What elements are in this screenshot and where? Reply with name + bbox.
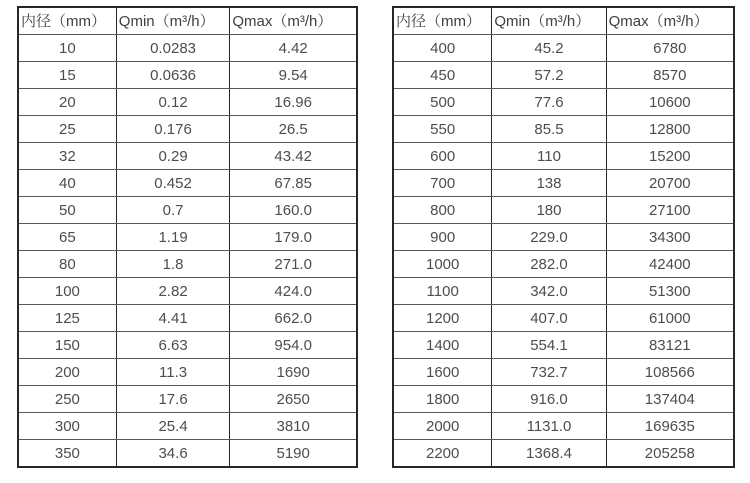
table-cell: 180 [492, 197, 606, 224]
table-row [18, 62, 357, 89]
table-cell: 10600 [606, 89, 734, 116]
table-cell: 4.42 [230, 35, 357, 62]
table-cell: 1690 [230, 359, 357, 386]
table-row [18, 413, 357, 440]
table-cell: 42400 [606, 251, 734, 278]
table-row [393, 278, 734, 305]
table-cell: 80 [18, 251, 116, 278]
table-cell: 125 [18, 305, 116, 332]
table-cell: 8570 [606, 62, 734, 89]
table-row [393, 170, 734, 197]
table-cell: 138 [492, 170, 606, 197]
table-cell: 700 [393, 170, 492, 197]
col-header-qmax: Qmax（m³/h） [606, 7, 734, 35]
table-cell: 1368.4 [492, 440, 606, 468]
flow-table-large-diameters [392, 6, 735, 468]
col-header-qmax: Qmax（m³/h） [230, 7, 357, 35]
header-row [393, 7, 734, 35]
table-cell: 5190 [230, 440, 357, 468]
table-row [18, 251, 357, 278]
table-row [18, 89, 357, 116]
table-cell: 500 [393, 89, 492, 116]
table-cell: 25 [18, 116, 116, 143]
table-cell: 6780 [606, 35, 734, 62]
table-cell: 45.2 [492, 35, 606, 62]
table-row [393, 440, 734, 468]
table-cell: 0.29 [116, 143, 230, 170]
table-row [393, 224, 734, 251]
table-row [18, 305, 357, 332]
table-cell: 1400 [393, 332, 492, 359]
col-header-qmin: Qmin（m³/h） [116, 7, 230, 35]
table-cell: 0.12 [116, 89, 230, 116]
table-row [18, 197, 357, 224]
table-row [18, 170, 357, 197]
table-row [393, 359, 734, 386]
table-cell: 40 [18, 170, 116, 197]
table-row [18, 35, 357, 62]
table-cell: 1800 [393, 386, 492, 413]
table-row [18, 332, 357, 359]
table-cell: 350 [18, 440, 116, 468]
table-cell: 27100 [606, 197, 734, 224]
table-cell: 271.0 [230, 251, 357, 278]
table-cell: 160.0 [230, 197, 357, 224]
table-cell: 229.0 [492, 224, 606, 251]
table-cell: 110 [492, 143, 606, 170]
table-row [393, 89, 734, 116]
col-header-qmin: Qmin（m³/h） [492, 7, 606, 35]
table-row [18, 143, 357, 170]
table-body [18, 35, 357, 468]
table-cell: 108566 [606, 359, 734, 386]
table-cell: 1600 [393, 359, 492, 386]
table-cell: 100 [18, 278, 116, 305]
table-row [18, 116, 357, 143]
table-body [393, 35, 734, 468]
table-cell: 2.82 [116, 278, 230, 305]
table-cell: 34300 [606, 224, 734, 251]
table-cell: 10 [18, 35, 116, 62]
header-row [18, 7, 357, 35]
table-cell: 0.0283 [116, 35, 230, 62]
table-cell: 2650 [230, 386, 357, 413]
table-row [393, 251, 734, 278]
table-row [393, 35, 734, 62]
table-cell: 1131.0 [492, 413, 606, 440]
table-cell: 0.0636 [116, 62, 230, 89]
table-cell: 20 [18, 89, 116, 116]
table-row [393, 197, 734, 224]
flow-table-small-diameters [17, 6, 358, 468]
table-cell: 179.0 [230, 224, 357, 251]
table-row [18, 386, 357, 413]
table-cell: 11.3 [116, 359, 230, 386]
table-cell: 65 [18, 224, 116, 251]
table-cell: 137404 [606, 386, 734, 413]
table-cell: 662.0 [230, 305, 357, 332]
table-cell: 34.6 [116, 440, 230, 468]
table-cell: 51300 [606, 278, 734, 305]
table-cell: 15 [18, 62, 116, 89]
table-row [18, 359, 357, 386]
table-cell: 424.0 [230, 278, 357, 305]
table-cell: 2000 [393, 413, 492, 440]
table-cell: 250 [18, 386, 116, 413]
table-cell: 4.41 [116, 305, 230, 332]
table-cell: 150 [18, 332, 116, 359]
table-row [393, 62, 734, 89]
table-cell: 1.19 [116, 224, 230, 251]
table-cell: 67.85 [230, 170, 357, 197]
table-cell: 57.2 [492, 62, 606, 89]
table-cell: 205258 [606, 440, 734, 468]
table-cell: 0.452 [116, 170, 230, 197]
table-cell: 600 [393, 143, 492, 170]
table-cell: 9.54 [230, 62, 357, 89]
table-cell: 450 [393, 62, 492, 89]
table-cell: 43.42 [230, 143, 357, 170]
table-cell: 916.0 [492, 386, 606, 413]
table-cell: 25.4 [116, 413, 230, 440]
table-cell: 32 [18, 143, 116, 170]
table-cell: 800 [393, 197, 492, 224]
table-cell: 732.7 [492, 359, 606, 386]
table-cell: 16.96 [230, 89, 357, 116]
table-row [393, 332, 734, 359]
table-cell: 0.7 [116, 197, 230, 224]
table-row [393, 143, 734, 170]
table-cell: 77.6 [492, 89, 606, 116]
table-cell: 85.5 [492, 116, 606, 143]
table-row [18, 440, 357, 468]
col-header-inner-diameter: 内径（mm） [393, 7, 492, 35]
table-row [393, 305, 734, 332]
table-cell: 50 [18, 197, 116, 224]
table-cell: 342.0 [492, 278, 606, 305]
table-cell: 0.176 [116, 116, 230, 143]
table-row [393, 386, 734, 413]
table-cell: 3810 [230, 413, 357, 440]
table-row [393, 116, 734, 143]
table-cell: 1000 [393, 251, 492, 278]
table-row [18, 224, 357, 251]
table-cell: 83121 [606, 332, 734, 359]
table-cell: 61000 [606, 305, 734, 332]
table-cell: 200 [18, 359, 116, 386]
table-cell: 2200 [393, 440, 492, 468]
table-cell: 15200 [606, 143, 734, 170]
table-row [18, 278, 357, 305]
col-header-inner-diameter: 内径（mm） [18, 7, 116, 35]
table-cell: 26.5 [230, 116, 357, 143]
table-cell: 1.8 [116, 251, 230, 278]
table-cell: 954.0 [230, 332, 357, 359]
table-cell: 1100 [393, 278, 492, 305]
table-cell: 400 [393, 35, 492, 62]
table-cell: 282.0 [492, 251, 606, 278]
table-cell: 20700 [606, 170, 734, 197]
table-cell: 300 [18, 413, 116, 440]
table-cell: 17.6 [116, 386, 230, 413]
table-cell: 550 [393, 116, 492, 143]
table-cell: 12800 [606, 116, 734, 143]
table-cell: 169635 [606, 413, 734, 440]
table-cell: 900 [393, 224, 492, 251]
table-row [393, 413, 734, 440]
table-cell: 554.1 [492, 332, 606, 359]
table-cell: 1200 [393, 305, 492, 332]
table-cell: 6.63 [116, 332, 230, 359]
table-cell: 407.0 [492, 305, 606, 332]
